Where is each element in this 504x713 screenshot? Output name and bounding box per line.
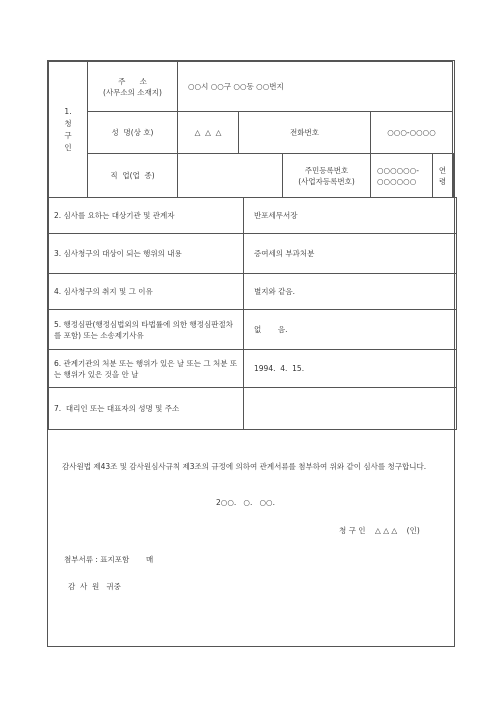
recipient-line: 감 사 원 귀중 [68,582,121,591]
item-7-label: 7. 대리인 또는 대표자의 성명 및 주소 [49,388,244,430]
name-label: 성 명(상 호) [88,112,178,154]
address-label-line1: 주 소 [118,76,147,86]
item-5-label: 5. 행정심판(행정심법외의 타법률에 의한 행정심판절차를 포함) 또는 소송제기사유 [49,310,244,350]
claim-statement: 감사원법 제43조 및 감사원심사규칙 제3조의 규정에 의하여 관계서류를 첨부하여 위와 같이 심사를 청구합니다. [62,462,427,471]
items-table [48,197,457,430]
claim-date: 2○○. ○. ○○. [216,498,275,507]
item-3-label: 3. 심사청구의 대상이 되는 행위의 내용 [49,234,244,274]
age-value [453,154,454,198]
name-value: △ △ △ [178,112,239,154]
job-label: 직 업(업 종) [88,154,178,198]
address-label [88,62,178,112]
registration-value [371,154,433,198]
item-4-value: 별지와 같음. [244,274,457,310]
address-label-line2: (사무소의 소재지) [103,87,162,97]
registration-label-line1: 주민등록번호 [304,165,349,175]
appeal-form [47,60,455,647]
item-5-value: 없 음. [244,310,457,350]
form-footer [48,430,454,665]
claimant-signature: 청 구 인 △ △ △ (인) [339,526,420,535]
registration-label-line2: (사업자등록번호) [298,176,355,186]
job-value [178,154,283,198]
item-6-value: 1994. 4. 15. [244,350,457,388]
item-2-value: 반포세무서장 [244,198,457,234]
item-3-value: 증여세의 부과처분 [244,234,457,274]
attachments-line: 첨부서류 : 표지포함 매 [64,555,154,564]
registration-value-line1: ○○○○○○- [377,165,419,175]
registration-label [283,154,371,198]
age-label: 연령 [433,154,453,198]
claimant-table [48,61,454,198]
registration-value-line2: ○○○○○○ [377,176,417,186]
item-7-value [244,388,457,430]
item-6-label: 6. 관계기관의 처분 또는 행위가 있은 날 또는 그 처분 또는 행위가 있은 것을 안 날 [49,350,244,388]
phone-value: ○○○-○○○○ [371,112,453,154]
address-value: ○○시 ○○구 ○○동 ○○번지 [178,62,453,112]
claimant-section-text: 1. 청 구 인 [64,106,72,152]
item-2-label: 2. 심사를 요하는 대상기관 및 관계자 [49,198,244,234]
claimant-section-label [49,62,88,198]
phone-label: 전화번호 [239,112,371,154]
item-4-label: 4. 심사청구의 취지 및 그 이유 [49,274,244,310]
